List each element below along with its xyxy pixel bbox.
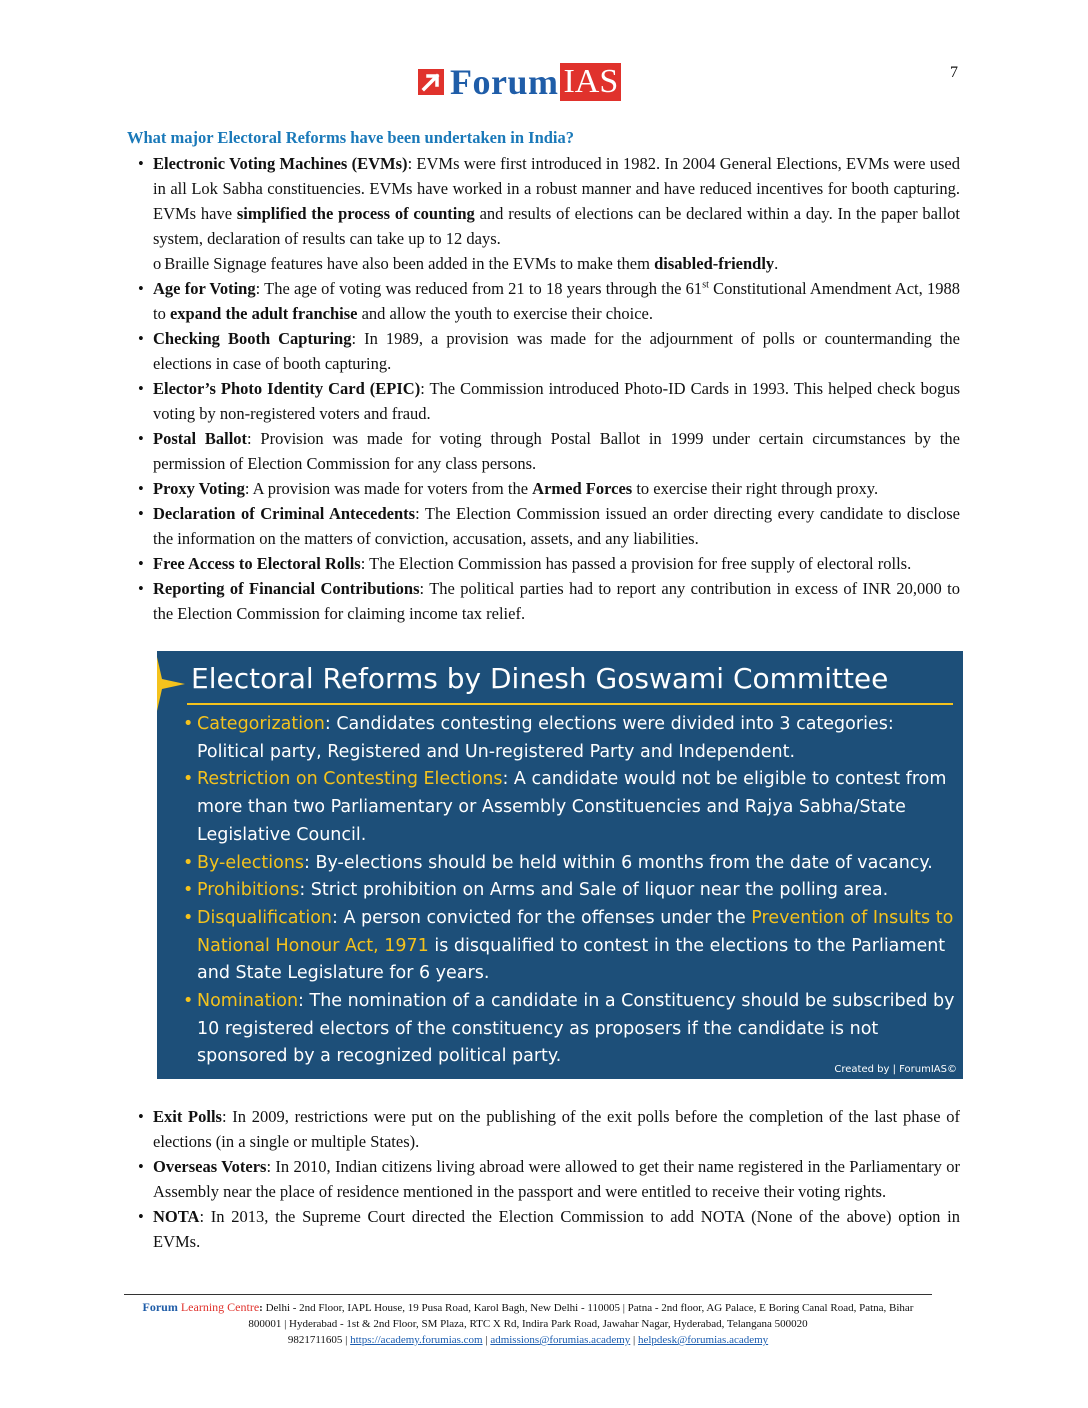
infographic-item: • Restriction on Contesting Elections: A candidate would not be eligible to contest from more than two Parliamentary or Assembly Constituencies and Rajya Sabha/State Legislative Council. bbox=[183, 766, 961, 849]
list-item: • Declaration of Criminal Antecedents: The Election Commission issued an order directing every candidate to disclose the information on the matters of conviction, accusation, assets, and any liabilities. bbox=[137, 501, 960, 551]
infographic-credit: Created by | ForumIAS© bbox=[834, 1064, 957, 1075]
footer-phone: 9821711605 bbox=[287, 1334, 343, 1346]
title-underline bbox=[187, 703, 953, 705]
academy-link[interactable]: https://academy.forumias.com bbox=[350, 1334, 483, 1346]
list-item: • Overseas Voters: In 2010, Indian citizens living abroad were allowed to get their name registered in the Parliamentary or Assembly near the place of residence mentioned in the passport and were entitled to receive their voting rights. bbox=[137, 1154, 960, 1204]
footer-divider bbox=[124, 1294, 932, 1295]
list-item: • Postal Ballot: Provision was made for voting through Postal Ballot in 1999 under certain circumstances by the permission of Election Commission for any class persons. bbox=[137, 426, 960, 476]
infographic-item: • Prohibitions: Strict prohibition on Arms and Sale of liquor near the polling area. bbox=[183, 877, 961, 905]
star-icon bbox=[157, 655, 187, 713]
infographic-item: • Categorization: Candidates contesting elections were divided into 3 categories: Political party, Registered and Un-registered Party and Independent. bbox=[183, 711, 961, 766]
list-item: • NOTA: In 2013, the Supreme Court directed the Election Commission to add NOTA (None of the above) option in EVMs. bbox=[137, 1204, 960, 1254]
reforms-list-bottom bbox=[137, 1104, 960, 1254]
list-item: • Exit Polls: In 2009, restrictions were put on the publishing of the exit polls before the completion of the last phase of elections (in a single or multiple States). bbox=[137, 1104, 960, 1154]
logo-ias-text: IAS bbox=[560, 63, 621, 101]
reforms-list-top bbox=[137, 151, 960, 626]
page-number: 7 bbox=[950, 64, 958, 81]
goswami-committee-infographic bbox=[157, 651, 963, 1079]
list-item: • Proxy Voting: A provision was made for voters from the Armed Forces to exercise their right through proxy. bbox=[137, 476, 960, 501]
list-item: • Checking Booth Capturing: In 1989, a provision was made for the adjournment of polls or countermanding the elections in case of booth capturing. bbox=[137, 326, 960, 376]
helpdesk-email-link[interactable]: helpdesk@forumias.academy bbox=[637, 1334, 769, 1346]
footer: Forum Learning Centre: Delhi - 2nd Floor, IAPL House, 19 Pusa Road, Karol Bagh, New Delhi - 110005 | Patna - 2nd floor, AG Palace, E Boring Canal Road, Patna, Bihar 800001 | Hyderabad - 1st & 2nd Floor, SM Plaza, RTC X Rd, Indira Park Road, Jawahar Nagar, Hyderabad, Telangana 500020 9821711605 | https://academy.forumias.com | admissions@forumias.academy | helpdesk@forumias.academy bbox=[142, 1300, 914, 1346]
section-heading: What major Electoral Reforms have been undertaken in India? bbox=[127, 128, 575, 147]
infographic-title: Electoral Reforms by Dinesh Goswami Committee bbox=[191, 662, 889, 695]
infographic-item: • Disqualification: A person convicted for the offenses under the Prevention of Insults to National Honour Act, 1971 is disqualified to contest in the elections to the Parliament and State Legislature for 6 years. bbox=[183, 905, 961, 988]
arrow-icon bbox=[418, 69, 444, 95]
list-item: • Reporting of Financial Contributions: The political parties had to report any contribution in excess of INR 20,000 to the Election Commission for claiming income tax relief. bbox=[137, 576, 960, 626]
forumias-logo bbox=[418, 62, 621, 102]
infographic-item: • Nomination: The nomination of a candidate in a Constituency should be subscribed by 10 registered electors of the constituency as proposers if the candidate is not sponsored by a recognized political party. bbox=[183, 988, 961, 1071]
admissions-email-link[interactable]: admissions@forumias.academy bbox=[490, 1334, 631, 1346]
footer-address: Delhi - 2nd Floor, IAPL House, 19 Pusa Road, Karol Bagh, New Delhi - 110005 | Patna - 2nd floor, AG Palace, E Boring Canal Road, Patna, Bihar 800001 | Hyderabad - 1st & 2nd Floor, SM Plaza, RTC X Rd, Indira Park Road, Jawahar Nagar, Hyderabad, Telangana 500020 bbox=[248, 1302, 914, 1330]
list-item: • Electronic Voting Machines (EVMs): EVMs were first introduced in 1982. In 2004 General Elections, EVMs were used in all Lok Sabha constituencies. EVMs have worked in a robust manner and have reduced incentives for booth capturing. EVMs have simplified the process of counting and results of elections can be declared within a day. In the paper ballot system, declaration of results can take up to 12 days. bbox=[137, 151, 960, 251]
list-item: • Age for Voting: The age of voting was reduced from 21 to 18 years through the 61st Constitutional Amendment Act, 1988 to expand the adult franchise and allow the youth to exercise their choice. bbox=[137, 276, 960, 326]
list-item: • Elector’s Photo Identity Card (EPIC): The Commission introduced Photo-ID Cards in 1993. This helped check bogus voting by non-registered voters and fraud. bbox=[137, 376, 960, 426]
logo-forum-text: Forum bbox=[450, 62, 559, 102]
sub-list-item: o Braille Signage features have also been added in the EVMs to make them disabled-friendly. bbox=[153, 254, 779, 273]
infographic-item: • By-elections: By-elections should be held within 6 months from the date of vacancy. bbox=[183, 850, 961, 878]
list-item: • Free Access to Electoral Rolls: The Election Commission has passed a provision for free supply of electoral rolls. bbox=[137, 551, 960, 576]
